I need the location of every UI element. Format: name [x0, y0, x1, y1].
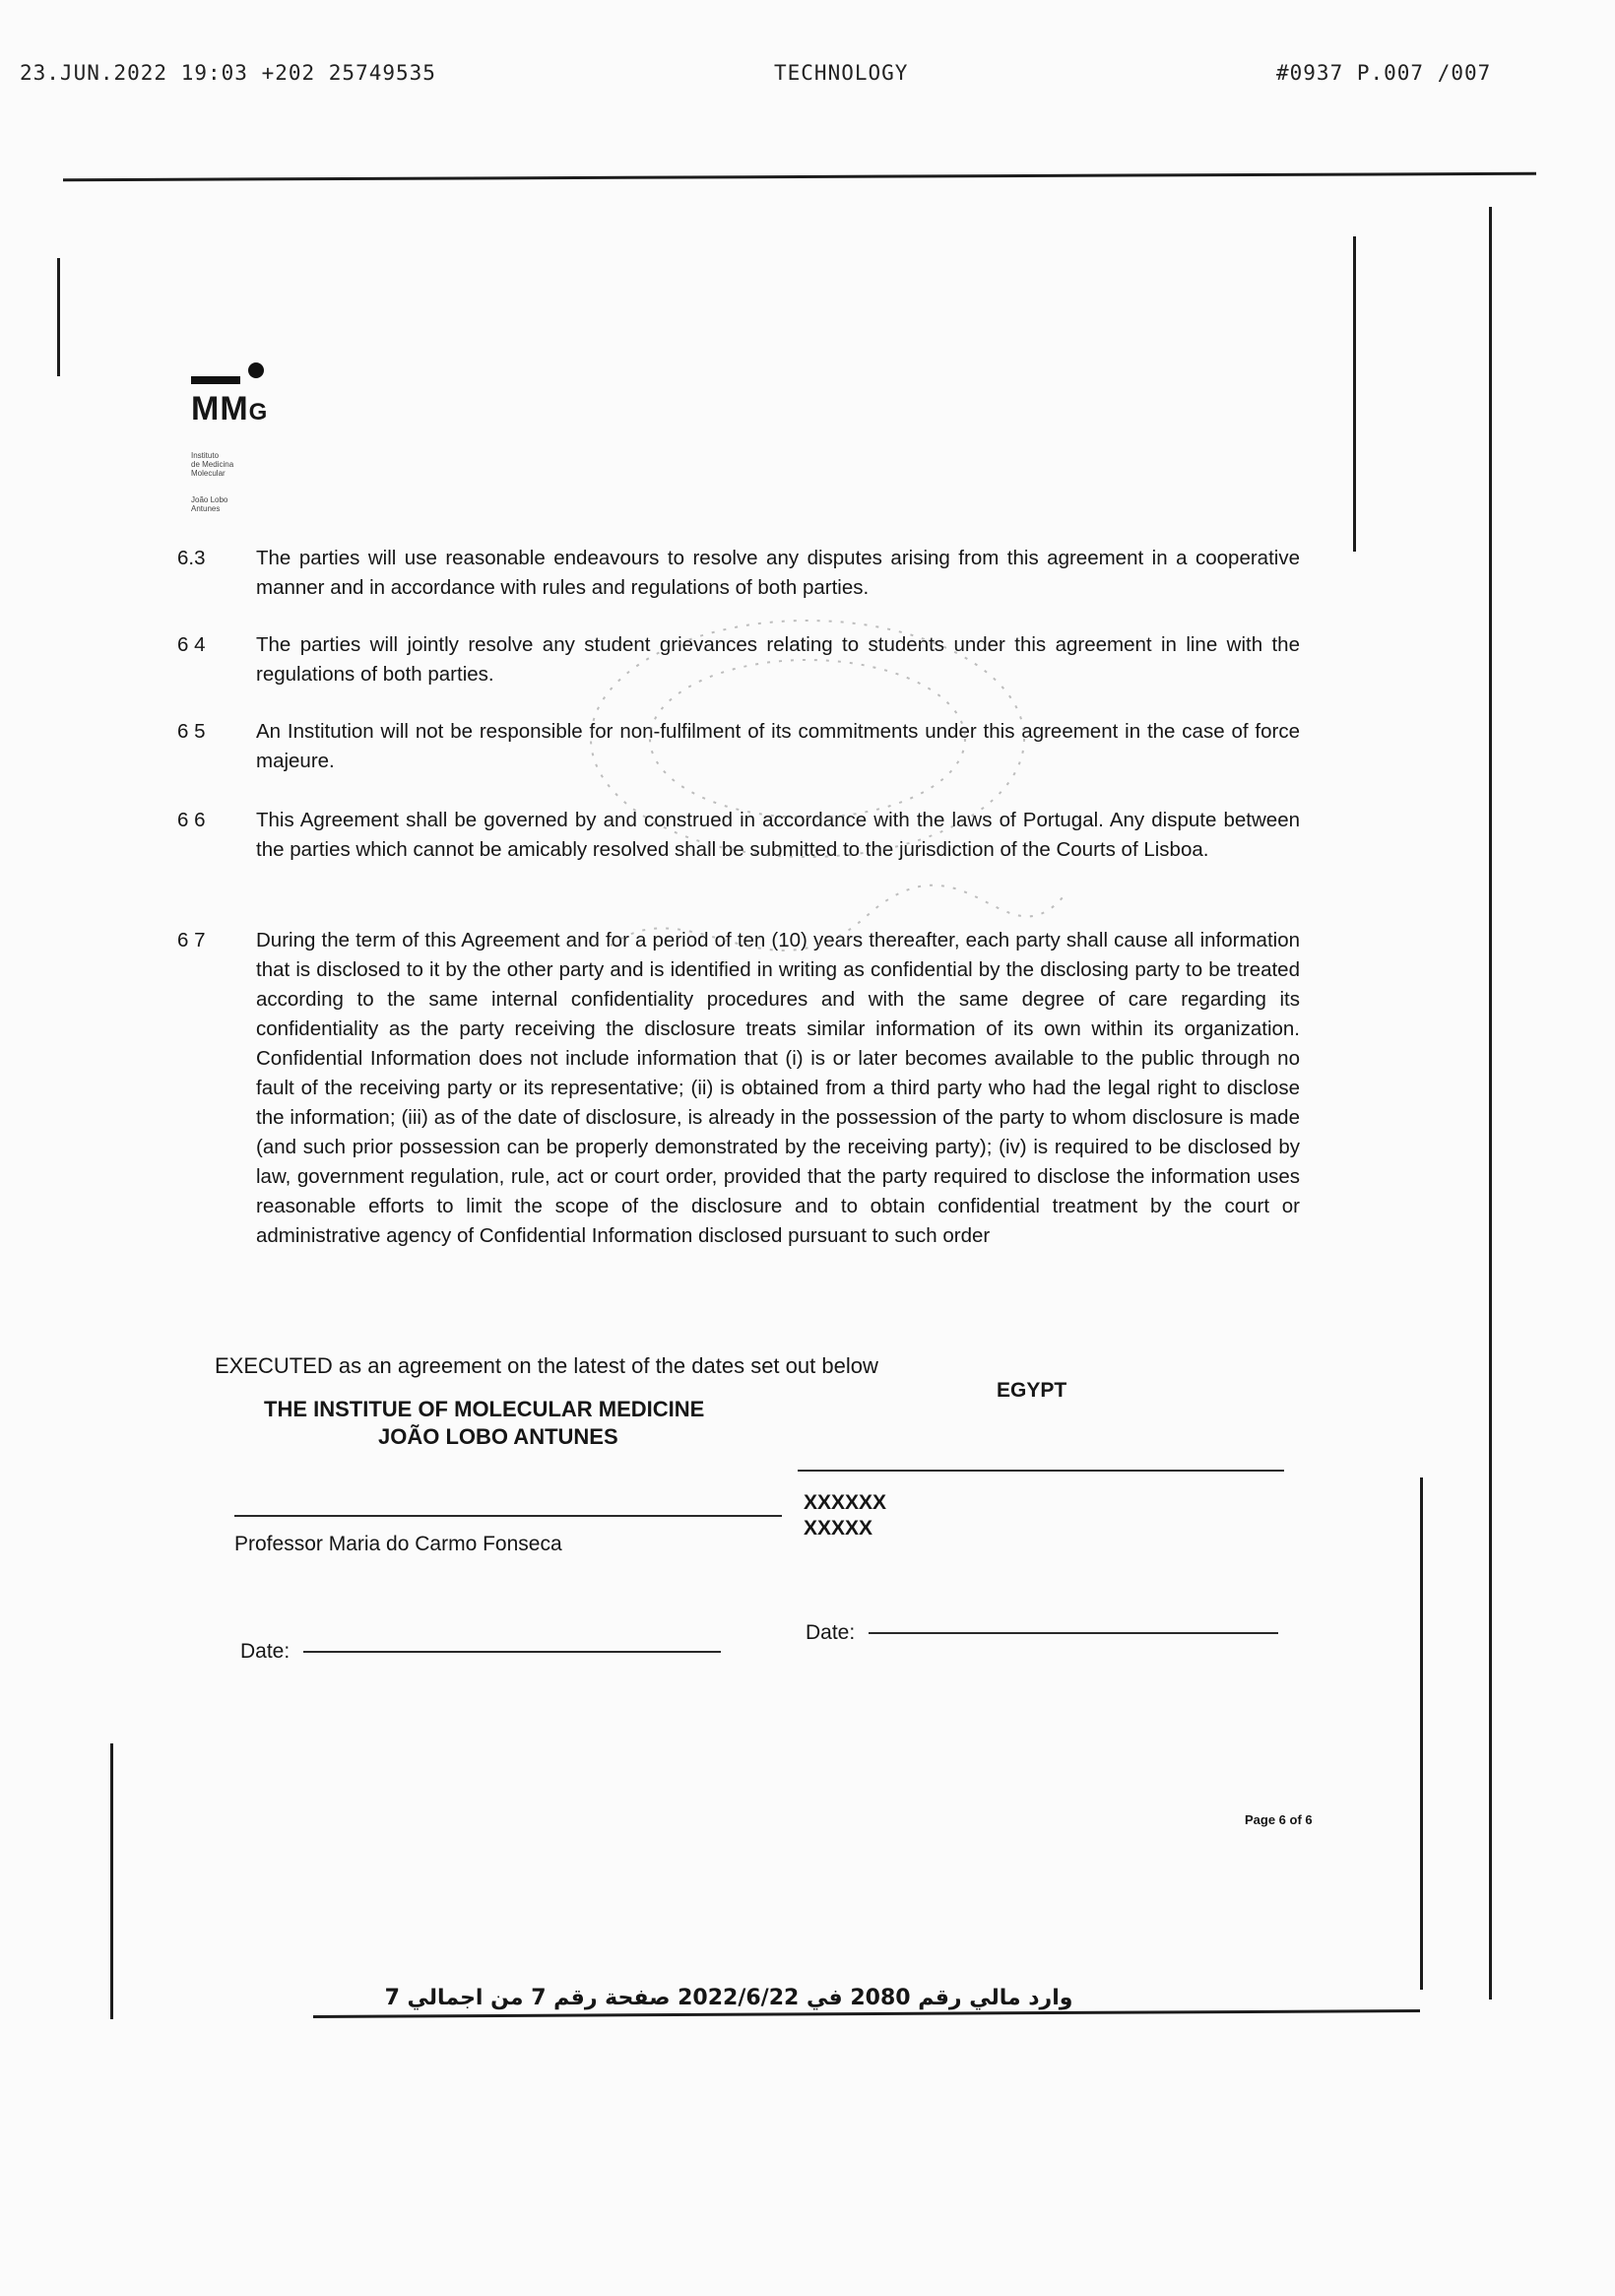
logo-dot: [248, 362, 264, 378]
party-right-placeholder-1: XXXXXX: [804, 1491, 887, 1514]
right-border-rule-lower: [1420, 1477, 1423, 1990]
date-label-left: Date:: [240, 1640, 291, 1663]
party-right-placeholder-2: XXXXX: [804, 1517, 873, 1540]
clause-number: 6 5: [177, 720, 206, 743]
party-left-name-line1: THE INSTITUE OF MOLECULAR MEDICINE: [264, 1397, 705, 1421]
clause-number: 6 7: [177, 929, 206, 951]
left-border-rule-lower: [110, 1743, 113, 2019]
top-border-rule: [63, 172, 1536, 182]
left-border-rule-upper: [57, 258, 60, 376]
logo-line-5: Antunes: [191, 504, 221, 513]
party-left-name-line2: JOÃO LOBO ANTUNES: [378, 1424, 618, 1449]
signature-line-right: [798, 1470, 1284, 1472]
logo-mark: MMG: [191, 390, 269, 427]
signature-line-left: [234, 1515, 782, 1517]
faint-stamp-graphic: [551, 591, 1221, 1024]
clause-number: 6 4: [177, 633, 206, 656]
logo-line-2: de Medicina: [191, 460, 234, 469]
fax-page-ref: #0937 P.007 /007: [1276, 61, 1492, 85]
right-border-rule-upper: [1353, 236, 1356, 552]
fax-datetime: 23.JUN.2022 19:03 +202 25749535: [20, 61, 436, 85]
executed-statement: EXECUTED as an agreement on the latest of the dates set out below: [215, 1353, 878, 1378]
party-left-signatory: Professor Maria do Carmo Fonseca: [234, 1533, 562, 1555]
page-frame-rule: [1489, 207, 1492, 2000]
page-number: Page 6 of 6: [1245, 1812, 1313, 1827]
date-label-right: Date:: [806, 1621, 856, 1644]
clause-number: 6 6: [177, 809, 206, 831]
logo-line-3: Molecular: [191, 469, 226, 478]
clause-text: An Institution will not be responsible for non-fulfilment of its commitments under this agreement in the case of force majeure.: [256, 720, 1300, 772]
clause-text: During the term of this Agreement and for a period of ten (10) years thereafter, each party shall cause all information that is disclosed to it by the other party and is identified in writing as confidential by the disclosing party to be treated according to the same internal confidentiality procedures and with the same degree of care regarding its confidentiality as the party receiving the disclosure treats similar information of its own within its organization. Confidential Information does not include information that (i) is or later becomes available to the public through no fault of the receiving party or its representative; (ii) is obtained from a third party who had the legal right to disclose the information; (iii) as of the date of disclosure, is already in the possession of the party to whom disclosure is made (and such prior possession can be properly demonstrated by the receiving party); (iv) is required to be disclosed by law, government regulation, rule, act or court order, provided that the party required to disclose the information uses reasonable efforts to limit the scope of the disclosure and to obtain confidential treatment by the court or administrative agency of Confidential Information disclosed pursuant to such order: [256, 929, 1300, 1247]
bottom-fax-stamp: [325, 1986, 1132, 2021]
clause-text: This Agreement shall be governed by and construed in accordance with the laws of Portugal. Any dispute between the parties which cannot be amicably resolved shall be submitted to the jurisdiction of the Courts of Lisboa.: [256, 809, 1300, 861]
fax-department: TECHNOLOGY: [774, 61, 909, 85]
bottom-stamp-text: وارد مالي رقم 2080 في 2022/6/22 صفحة رقم 7 من اجمالي 7: [384, 1986, 1073, 2010]
logo-line-1: Instituto: [191, 451, 220, 460]
date-line-right: [869, 1632, 1278, 1634]
party-right-name: EGYPT: [997, 1379, 1067, 1402]
clause-text: The parties will use reasonable endeavours to resolve any disputes arising from this agreement in a cooperative manner and in accordance with rules and regulations of both parties.: [256, 547, 1300, 599]
logo-line-4: João Lobo: [191, 495, 228, 504]
logo-bar: [191, 376, 240, 384]
clause-text: The parties will jointly resolve any student grievances relating to students under this agreement in line with the regulations of both parties.: [256, 633, 1300, 686]
clause-number: 6.3: [177, 547, 206, 569]
date-line-left: [303, 1651, 721, 1653]
